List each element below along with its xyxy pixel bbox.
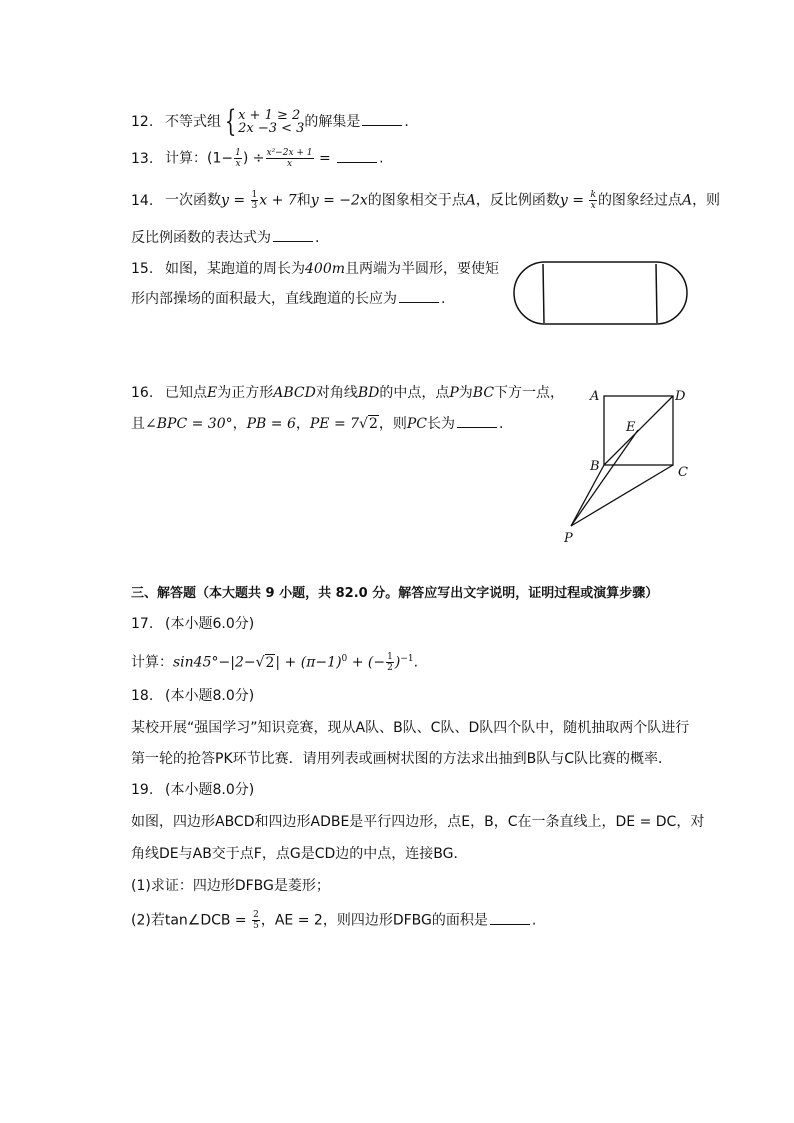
question-number: 17. [131,616,154,632]
fraction: $\frac{\text{x²−2x + 1}}{x}$ [266,148,313,169]
question-19-part-2: (2)若tan∠DCB = $\frac{2}{5}$ ，AE = 2，则四边形DFBG的面积是 . [131,910,537,931]
question-18-line-2: 第一轮的抢答PK环节比赛．请用列表或画树状图的方法求出抽到B队与C队比赛的概率． [131,751,673,767]
question-19-header: 19. (本小题8.0分) [131,782,255,798]
question-16-line-1: 16. 已知点E为正方形ABCD对角线BD的中点，点P为BC下方一点， [131,385,565,401]
question-12: 12. 不等式组 { x + 1 ≥ 2 2x −3 < 3 的解集是 . [131,104,409,139]
question-13: 13. 计算：(1− $\frac{1}{x}$ ) ÷ $\frac{\text{x²−2x + 1}}{x}$ = . [131,148,384,169]
fraction: $\frac{1}{2}$ [387,652,393,674]
question-number: 14. [131,192,154,209]
answer-blank[interactable] [362,113,402,126]
answer-blank[interactable] [337,150,377,163]
question-number: 19. [131,782,154,798]
track-outline [514,262,687,324]
question-19-line-2: 角线DE与AB交于点F，点G是CD边的中点，连接BG． [131,846,468,862]
question-18-header: 18. (本小题8.0分) [131,688,255,704]
label-P: P [564,531,573,546]
section-heading: 三、解答题（本大题共 9 小题，共 82.0 分。解答应写出文字说明，证明过程或演算步骤） [131,586,659,601]
question-17-body: 计算：$\sin 45^\circ-|2-√2| + (\pi-1)^0$ + (− $\frac{1}{2}$ )$^{-1}$. [131,652,419,674]
question-18-line-1: 某校开展“强国学习”知识竞赛，现从A队、B队、C队、D队四个队中，随机抽取两个队进行 [131,720,690,736]
fraction: $\frac{2}{5}$ [253,910,259,931]
label-D: D [675,389,686,404]
question-15-line-1: 15. 如图，某跑道的周长为400m且两端为半圆形，要使矩 [131,261,499,277]
fraction: $\frac{1}{x}$ [235,148,241,169]
question-14-line-2: 反比例函数的表达式为 . [131,230,320,246]
label-E: E [626,420,636,435]
question-14-line-1: 14. 一次函数y = $\frac{1}{3}$ x + 7和y = −2x的图象相交于点A，反比例函数y = $\frac{k}{x}$ 的图象经过点A，则 [131,190,721,211]
question-number: 15. [131,261,154,277]
question-15-line-2: 形内部操场的面积最大，直线跑道的长应为 . [131,291,446,307]
inequality-system: { x + 1 ≥ 2 2x −3 < 3 [224,104,305,139]
square-geometry-figure [560,384,690,544]
label-C: C [678,465,688,480]
question-19-part-1: (1)求证：四边形DFBG是菱形； [131,878,330,894]
running-track-figure [513,261,689,327]
label-B: B [590,459,600,474]
question-number: 18. [131,688,154,704]
label-A: A [590,389,600,404]
fraction: $\frac{1}{3}$ [251,190,258,211]
question-number: 16. [131,385,154,401]
answer-blank[interactable] [273,229,313,242]
question-17-header: 17. (本小题6.0分) [131,616,255,632]
diagonal-BD [604,396,673,465]
answer-blank[interactable] [457,415,497,428]
question-16-line-2: 且∠BPC = 30°，PB = 6，PE = 7√2，则PC长为 . [131,416,504,432]
track-left-straight-end [543,264,544,323]
answer-blank[interactable] [399,290,439,303]
question-number: 13. [131,150,154,167]
question-19-line-1: 如图，四边形ABCD和四边形ADBE是平行四边形，点E，B，C在一条直线上，DE = DC，对 [131,814,705,830]
track-right-straight-end [656,264,657,323]
segment-PC [571,465,673,526]
answer-blank[interactable] [490,912,530,925]
fraction: $\frac{k}{x}$ [590,190,596,211]
question-number: 12. [131,114,154,130]
